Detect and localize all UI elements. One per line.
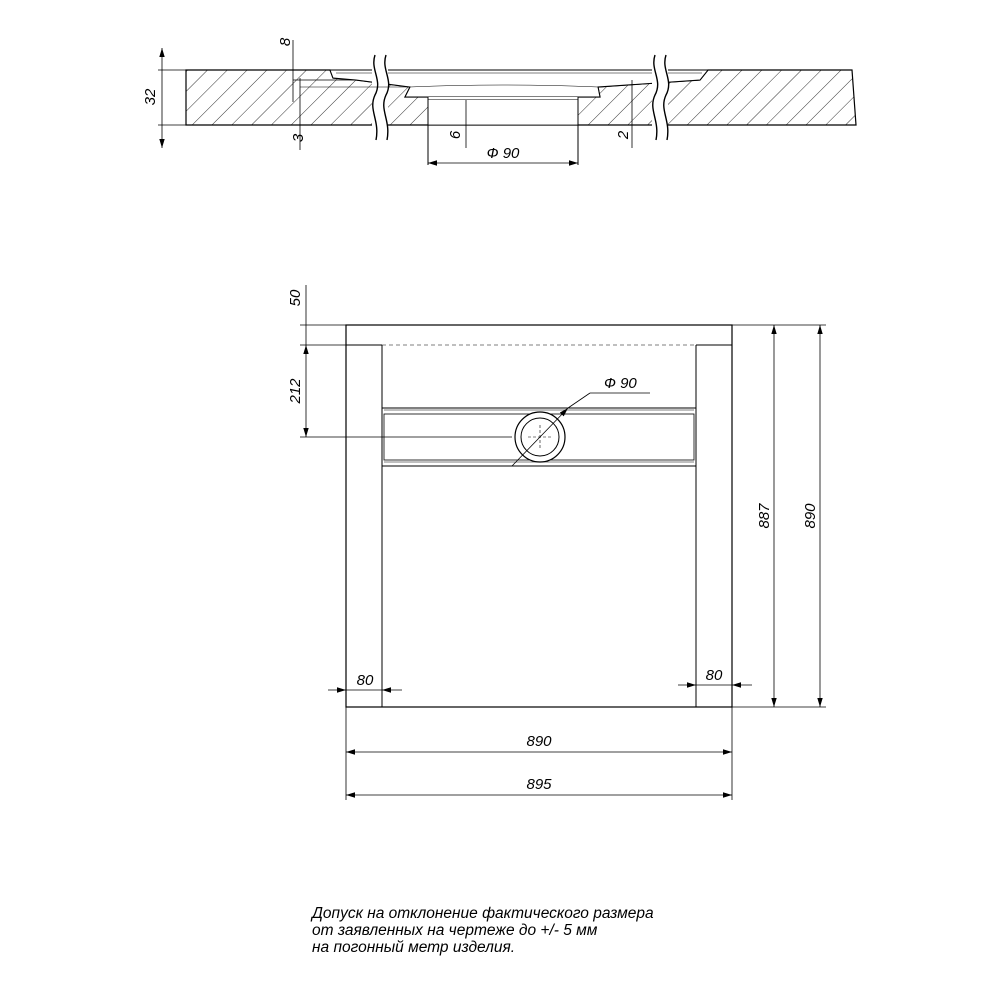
dim-left-leg-80: 80	[356, 672, 374, 689]
tolerance-note	[312, 905, 872, 956]
dim-outer-width-895: 895	[526, 776, 552, 793]
dim-drain-depth-6: 6	[447, 130, 464, 140]
section-view	[142, 37, 856, 165]
dim-outer-height-890: 890	[802, 503, 819, 529]
tolerance-note-line-2: от заявленных на чертеже до +/- 5 мм	[312, 922, 598, 939]
tray-outline	[346, 325, 732, 707]
dim-top-offset-50: 50	[287, 289, 304, 307]
break-line-left	[372, 55, 389, 140]
break-line-right	[652, 55, 669, 140]
tolerance-note-line-3: на погонный метр изделия.	[312, 939, 516, 956]
plan-view	[287, 285, 826, 800]
dim-height-32: 32	[142, 88, 159, 106]
dim-slope-2: 2	[615, 130, 632, 140]
dim-right-leg-80: 80	[705, 667, 723, 684]
dim-channel-offset-212: 212	[287, 378, 304, 404]
dim-drain-diameter: Ф 90	[486, 145, 520, 162]
dim-rim-8: 8	[277, 37, 294, 47]
dim-inner-width-890: 890	[526, 733, 552, 750]
dim-step-3: 3	[290, 133, 307, 143]
drain-pipe	[428, 97, 578, 100]
dim-inner-height-887: 887	[756, 503, 773, 529]
dim-plan-drain-diameter: Ф 90	[604, 375, 637, 392]
tolerance-note-line-1: Допуск на отклонение фактического размера	[312, 905, 654, 922]
